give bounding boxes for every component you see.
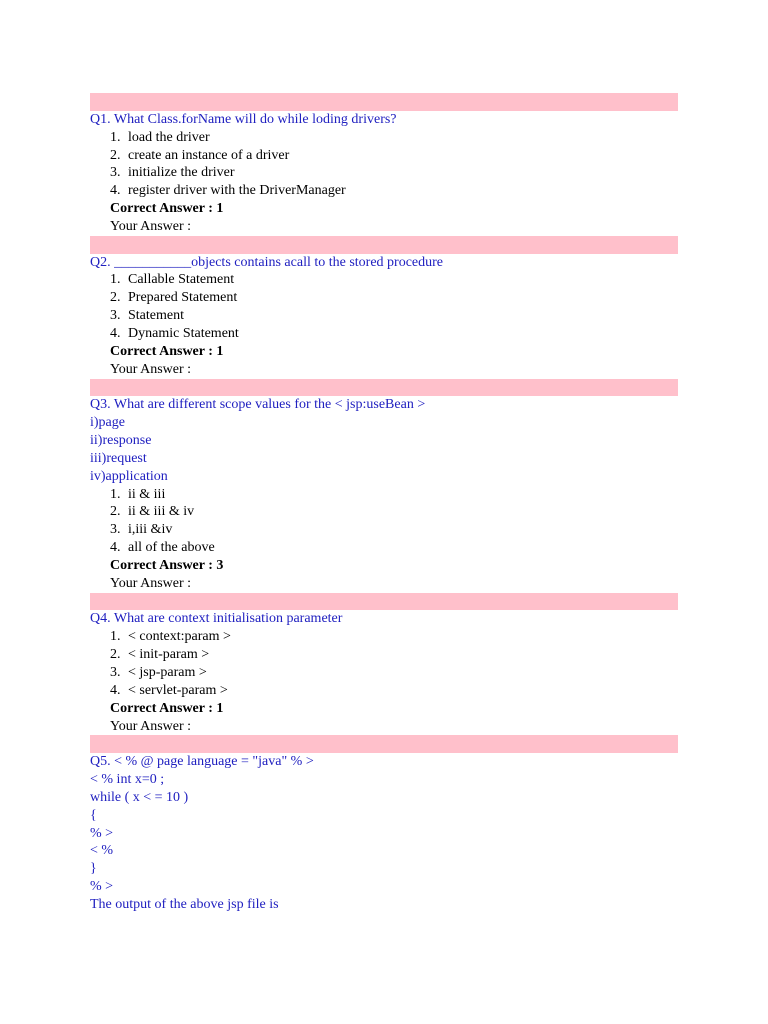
question-text: i)page: [90, 415, 125, 431]
option-text: Prepared Statement: [128, 290, 238, 306]
option-number: 1.: [110, 129, 121, 145]
answer-option: [90, 271, 678, 289]
correct-answer: Correct Answer : 1: [110, 201, 224, 217]
question-header: [90, 236, 678, 254]
answer-option: [90, 628, 678, 646]
option-number: 1.: [110, 272, 121, 288]
question-header: [90, 593, 678, 611]
code-line: while ( x < = 10 ): [90, 789, 189, 805]
correct-answer: Correct Answer : 3: [110, 557, 224, 573]
option-number: 4.: [110, 325, 121, 341]
option-text: load the driver: [128, 129, 210, 145]
answer-option: [90, 521, 678, 539]
question-text: ii)response: [90, 433, 152, 449]
answer-option: [90, 539, 678, 557]
option-number: 2.: [110, 290, 121, 306]
option-number: 4.: [110, 183, 121, 199]
code-line: % >: [90, 879, 114, 895]
question-text: Q5. < % @ page language = "java" % >: [90, 754, 314, 770]
option-text: ii & iii & iv: [128, 504, 195, 520]
option-text: Dynamic Statement: [128, 325, 239, 341]
option-text: i,iii &iv: [128, 522, 173, 538]
option-text: initialize the driver: [128, 165, 235, 181]
answer-option: [90, 664, 678, 682]
your-answer: Your Answer :: [110, 575, 192, 591]
option-number: 4.: [110, 540, 121, 556]
answer-option: [90, 486, 678, 504]
option-text: create an instance of a driver: [128, 147, 290, 163]
option-text: < jsp-param >: [128, 665, 207, 680]
question-header: [90, 379, 678, 397]
your-answer: Your Answer :: [110, 361, 192, 377]
code-line: % >: [90, 825, 114, 841]
option-number: 1.: [110, 486, 121, 502]
question-text: Q4. What are context initialisation parameter: [90, 611, 343, 627]
code-line: {: [90, 807, 97, 823]
option-number: 1.: [110, 629, 121, 645]
answer-option: [90, 682, 678, 700]
question-list: [90, 93, 678, 914]
option-text: Statement: [128, 308, 184, 324]
option-text: all of the above: [128, 540, 215, 556]
answer-option: [90, 129, 678, 147]
question-header: [90, 735, 678, 753]
answer-option: [90, 182, 678, 200]
option-text: < init-param >: [128, 647, 210, 663]
your-answer: Your Answer :: [110, 718, 192, 734]
question-header: [90, 93, 678, 111]
your-answer: Your Answer :: [110, 218, 192, 234]
code-line: < % int x=0 ;: [90, 772, 165, 788]
correct-answer: Correct Answer : 1: [110, 343, 224, 359]
option-number: 3.: [110, 308, 121, 324]
option-number: 3.: [110, 665, 121, 680]
option-number: 2.: [110, 504, 121, 520]
option-text: register driver with the DriverManager: [128, 183, 346, 199]
option-number: 2.: [110, 647, 121, 663]
question-text: Q1. What Class.forName will do while loding drivers?: [90, 111, 397, 127]
question-text: The output of the above jsp file is: [90, 896, 279, 912]
option-text: < context:param >: [128, 629, 231, 645]
option-number: 2.: [110, 147, 121, 163]
code-line: }: [90, 861, 97, 877]
question-text: iii)request: [90, 450, 147, 466]
option-number: 4.: [110, 682, 121, 698]
question-text: Q2. ___________objects contains acall to the stored procedure: [90, 254, 444, 270]
option-text: ii & iii: [128, 486, 166, 502]
option-number: 3.: [110, 165, 121, 181]
option-number: 3.: [110, 522, 121, 538]
answer-option: [90, 646, 678, 664]
answer-option: [90, 307, 678, 325]
code-line: < %: [90, 843, 114, 859]
correct-answer: Correct Answer : 1: [110, 700, 224, 716]
answer-option: [90, 147, 678, 165]
answer-option: [90, 325, 678, 343]
option-text: < servlet-param >: [128, 682, 228, 698]
question-text: Q3. What are different scope values for the < jsp:useBean >: [90, 397, 426, 413]
option-text: Callable Statement: [128, 272, 235, 288]
question-text: iv)application: [90, 468, 168, 484]
answer-option: [90, 503, 678, 521]
answer-option: [90, 164, 678, 182]
answer-option: [90, 289, 678, 307]
